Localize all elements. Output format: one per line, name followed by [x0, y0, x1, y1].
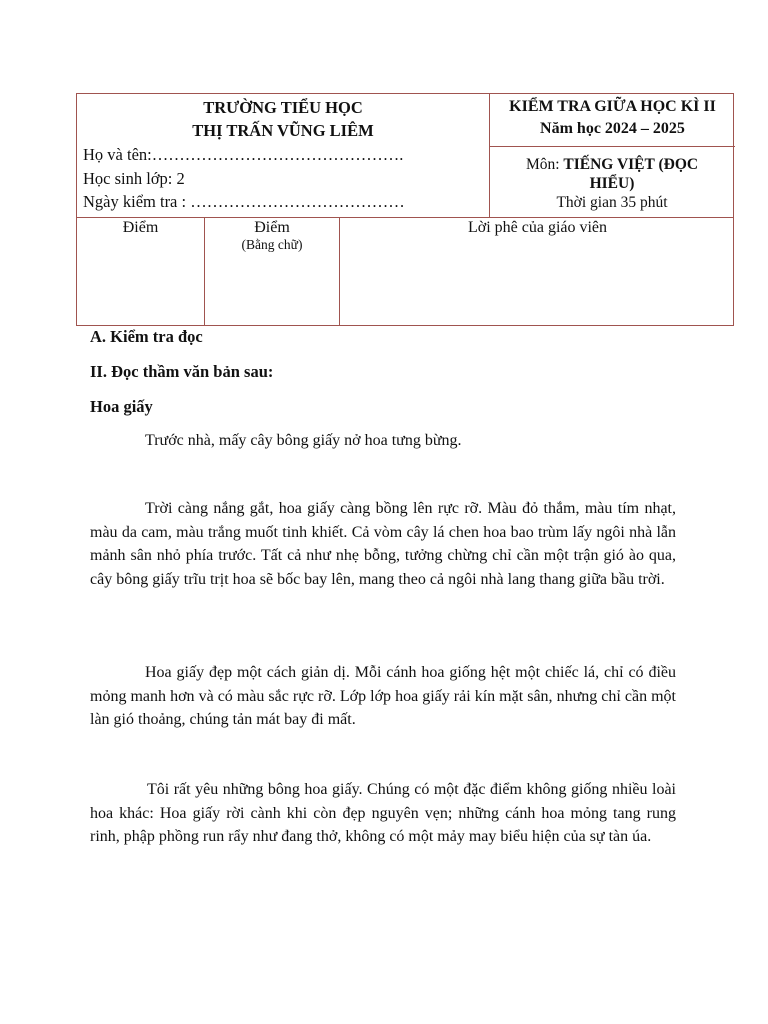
student-info: [83, 143, 405, 214]
paragraph-1: Trước nhà, mấy cây bông giấy nở hoa tưng bừng.: [145, 432, 462, 449]
score-words-sub: (Bằng chữ): [241, 237, 303, 252]
exam-date-field[interactable]: Ngày kiểm tra : …………………………………: [83, 192, 405, 211]
section-ii-heading: II. Đọc thầm văn bản sau:: [90, 362, 274, 381]
exam-title: KIỂM TRA GIỮA HỌC KÌ II: [509, 98, 716, 115]
student-class: Học sinh lớp: 2: [83, 168, 185, 188]
exam-header-table: [76, 93, 734, 326]
grade-row: [77, 218, 733, 325]
header-row: [77, 94, 733, 218]
exam-duration: Thời gian 35 phút: [556, 194, 668, 211]
divider: [489, 146, 735, 147]
school-line-2: THỊ TRẤN VŨNG LIÊM: [192, 121, 374, 140]
teacher-comment-label: Lời phê của giáo viên: [467, 219, 608, 236]
subject-block: [512, 155, 712, 212]
paragraph-4: Tôi rất yêu những bông hoa giấy. Chúng có một đặc điểm không giống nhiều loài hoa khác: Hoa giấy rời cành khi còn đẹp nguyên vẹn; những cánh hoa mỏng tang rung rinh, phập phồng run rẩy như đang thở, không có một mảy may biểu hiện của sự tàn úa.: [90, 781, 676, 845]
school-name: [77, 96, 489, 142]
student-name-field[interactable]: Họ và tên:……………………………………….: [83, 145, 404, 164]
subject-name: TIẾNG VIỆT (ĐỌC HIỂU): [563, 156, 699, 192]
exam-title-block: [490, 96, 735, 140]
subject-line: [512, 155, 712, 193]
score-words-label: Điểm: [254, 219, 290, 236]
passage-title: Hoa giấy: [90, 397, 153, 416]
score-label: Điểm: [122, 219, 159, 236]
paragraph-3: Hoa giấy đẹp một cách giản dị. Mỗi cánh hoa giống hệt một chiếc lá, chỉ có điều mỏng manh hơn và có màu sắc rực rỡ. Lớp lớp hoa giấy rải kín mặt sân, nhưng chỉ cần một làn gió thoảng, chúng tản mát bay đi mất.: [90, 664, 676, 728]
school-line-1: TRƯỜNG TIỂU HỌC: [203, 98, 363, 117]
paragraph-2: Trời càng nắng gắt, hoa giấy càng bồng lên rực rỡ. Màu đỏ thắm, màu tím nhạt, màu da cam, màu trắng muốt tinh khiết. Cả vòm cây lá chen hoa bao trùm lấy ngôi nhà lẫn mảnh sân nhỏ phía trước. Tất cả như nhẹ bỗng, tưởng chừng chỉ cần một trận gió ào qua, cây bông giấy trĩu trịt hoa sẽ bốc bay lên, mang theo cả ngôi nhà lang thang giữa bầu trời.: [90, 500, 676, 588]
subject-prefix: Môn:: [525, 156, 564, 173]
section-a-heading: A. Kiểm tra đọc: [90, 327, 203, 346]
score-words-cell: [205, 219, 339, 253]
school-year: Năm học 2024 – 2025: [540, 120, 685, 137]
